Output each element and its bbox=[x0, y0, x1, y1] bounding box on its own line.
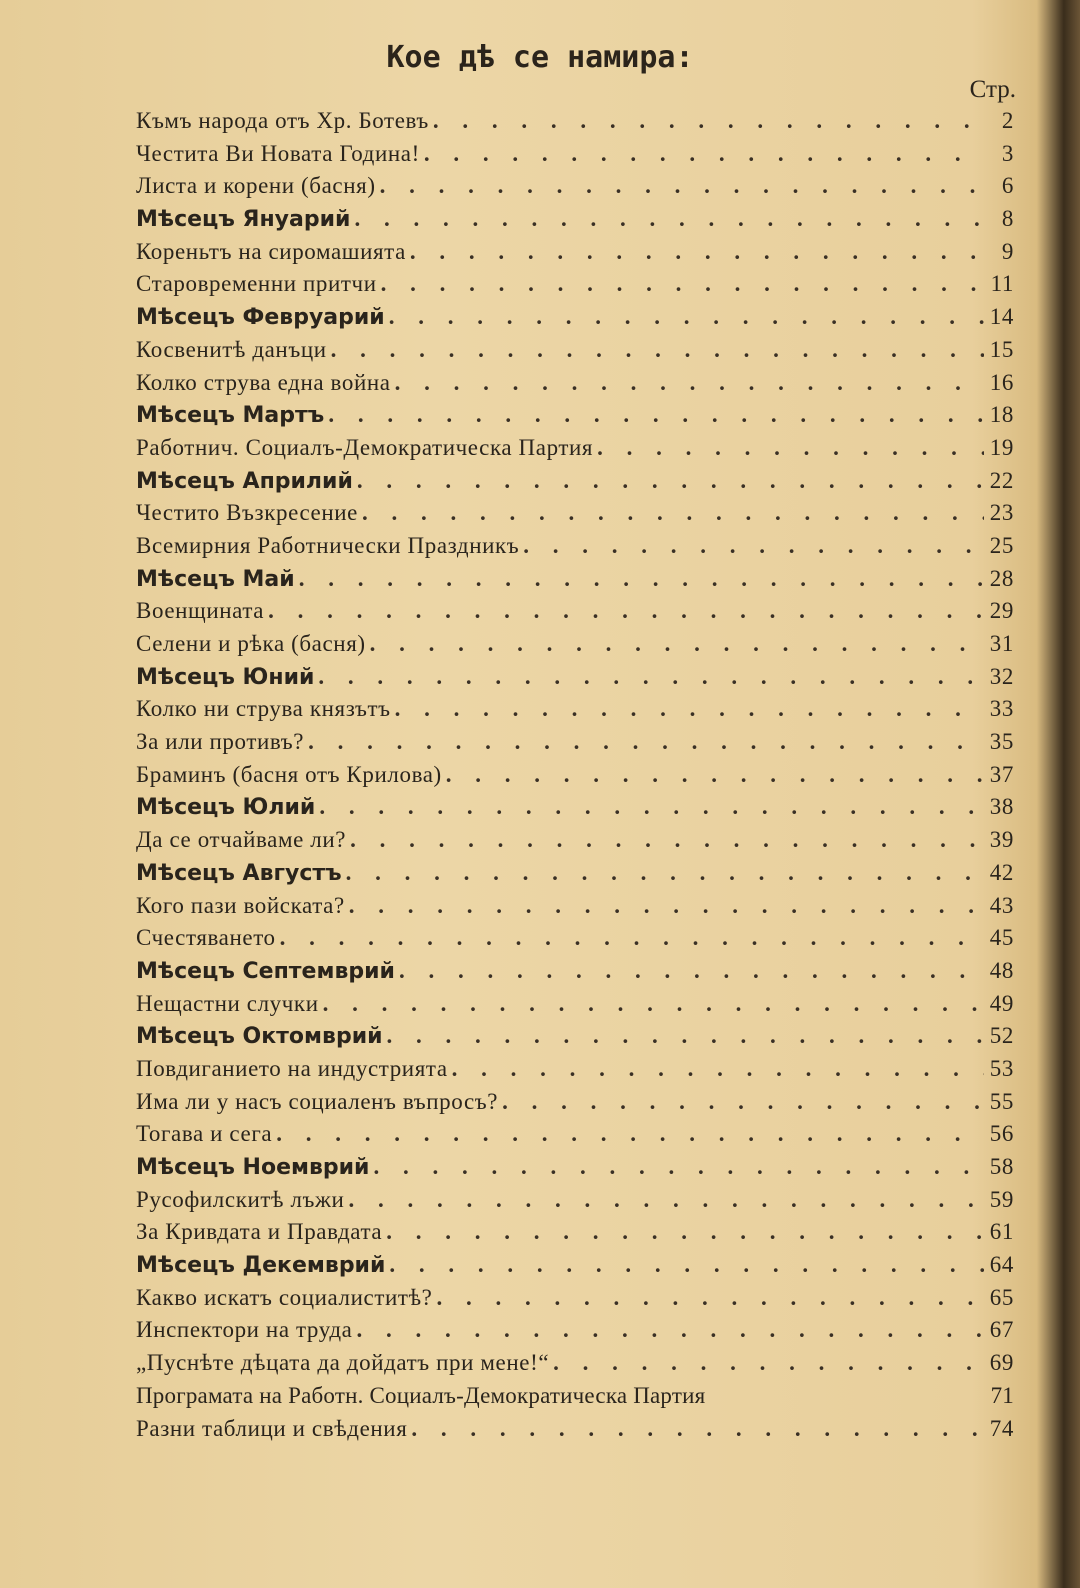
entry-page-number: 19 bbox=[989, 434, 1014, 460]
toc-entry bbox=[136, 1187, 1014, 1220]
toc-entry bbox=[136, 925, 1014, 958]
entry-title: Кого пази войската? bbox=[136, 892, 345, 918]
entry-title: Програмата на Работн. Социалъ-Демократическа Партия bbox=[136, 1382, 706, 1408]
entry-title: Мѣсецъ Юлий bbox=[136, 795, 316, 821]
entry-page-number: 14 bbox=[989, 304, 1014, 330]
dot-leader bbox=[370, 631, 984, 657]
toc-month-entry bbox=[136, 1023, 1014, 1056]
entry-page-number: 18 bbox=[989, 402, 1014, 428]
dot-leader bbox=[328, 402, 984, 428]
entry-title: Всемирния Работнически Праздникъ bbox=[136, 532, 520, 558]
entry-title: Военщината bbox=[136, 598, 265, 624]
dot-leader bbox=[362, 500, 984, 526]
toc-entry bbox=[136, 1056, 1014, 1089]
page-title: Кое дѣ се намира: bbox=[386, 40, 694, 75]
entry-title: Да се отчайваме ли? bbox=[136, 827, 347, 853]
entry-page-number: 39 bbox=[989, 827, 1014, 853]
entry-title: Разни таблици и свѣдения bbox=[136, 1415, 408, 1441]
dot-leader bbox=[381, 271, 984, 297]
toc-month-entry bbox=[136, 304, 1014, 337]
dot-leader bbox=[280, 925, 984, 951]
entry-page-number: 38 bbox=[989, 794, 1014, 820]
dot-leader bbox=[268, 598, 984, 624]
entry-page-number: 6 bbox=[1001, 173, 1014, 199]
entry-title: Браминъ (басня отъ Крилова) bbox=[136, 761, 442, 787]
entry-page-number: 33 bbox=[989, 696, 1014, 722]
toc-entry bbox=[136, 500, 1014, 533]
dot-leader bbox=[331, 337, 984, 363]
entry-title: Мѣсецъ Февруарий bbox=[136, 305, 385, 331]
dot-leader bbox=[553, 1350, 984, 1376]
toc-month-entry bbox=[136, 566, 1014, 599]
entry-page-number: 43 bbox=[989, 892, 1014, 918]
dot-leader bbox=[452, 1056, 984, 1082]
entry-title: Мѣсецъ Януарий bbox=[136, 207, 351, 233]
entry-page-number: 29 bbox=[989, 598, 1014, 624]
dot-leader bbox=[308, 729, 984, 755]
toc-entry bbox=[136, 239, 1014, 272]
toc-entry bbox=[136, 533, 1014, 566]
entry-page-number: 61 bbox=[989, 1219, 1014, 1245]
entry-title: Мѣсецъ Ноемврий bbox=[136, 1155, 370, 1180]
entry-page-number: 11 bbox=[990, 271, 1014, 297]
entry-title: Русофилскитѣ лъжи bbox=[136, 1186, 345, 1212]
dot-leader bbox=[299, 566, 984, 592]
toc-entry bbox=[136, 729, 1014, 762]
toc-entry bbox=[136, 1350, 1014, 1383]
entry-page-number: 25 bbox=[989, 532, 1014, 558]
entry-page-number: 59 bbox=[989, 1186, 1014, 1212]
entry-page-number: 42 bbox=[989, 859, 1014, 885]
entry-page-number: 55 bbox=[989, 1088, 1014, 1114]
toc-entry bbox=[136, 271, 1014, 304]
entry-title: Селени и рѣка (басня) bbox=[136, 631, 366, 656]
dot-leader bbox=[380, 173, 984, 199]
entry-page-number: 35 bbox=[989, 729, 1014, 755]
entry-title: За Кривдата и Правдата bbox=[136, 1219, 383, 1245]
entry-page-number: 22 bbox=[989, 467, 1014, 493]
dot-leader bbox=[349, 893, 984, 919]
entry-title: Тогава и сега bbox=[136, 1121, 273, 1147]
dot-leader bbox=[389, 304, 984, 330]
toc-entry bbox=[136, 1285, 1014, 1318]
dot-leader bbox=[386, 1219, 984, 1245]
entry-page-number: 52 bbox=[989, 1023, 1014, 1049]
entry-page-number: 37 bbox=[989, 761, 1014, 787]
dot-leader bbox=[523, 533, 984, 559]
entry-page-number: 23 bbox=[989, 500, 1014, 526]
entry-title: Счестяването bbox=[136, 925, 276, 951]
dot-leader bbox=[389, 1252, 984, 1278]
entry-page-number: 58 bbox=[989, 1154, 1014, 1179]
entry-title: Мѣсецъ Мартъ bbox=[136, 403, 325, 429]
entry-page-number: 15 bbox=[989, 336, 1014, 362]
entry-title: Какво искатъ социалиститѣ? bbox=[136, 1284, 433, 1310]
entry-title: Мѣсецъ Априлий bbox=[136, 468, 353, 494]
dot-leader bbox=[346, 860, 984, 886]
entry-title: Мѣсецъ Юний bbox=[136, 664, 315, 690]
toc-entry bbox=[136, 337, 1014, 370]
entry-page-number: 49 bbox=[989, 990, 1014, 1016]
entry-page-number: 71 bbox=[990, 1382, 1014, 1408]
dot-leader bbox=[348, 1187, 984, 1213]
dot-leader bbox=[354, 206, 984, 232]
dot-leader bbox=[276, 1121, 984, 1147]
entry-title: Листа и корени (басня) bbox=[136, 173, 376, 199]
entry-title: „Пуснѣте дѣцата да дойдатъ при мене!“ bbox=[136, 1350, 550, 1376]
dot-leader bbox=[424, 141, 984, 167]
dot-leader bbox=[436, 1285, 984, 1311]
entry-page-number: 2 bbox=[1001, 108, 1014, 133]
entry-page-number: 16 bbox=[989, 369, 1014, 395]
entry-title: Честито Възкресение bbox=[136, 500, 358, 526]
entry-page-number: 8 bbox=[1001, 206, 1014, 232]
dot-leader bbox=[446, 762, 984, 788]
dot-leader bbox=[433, 108, 984, 134]
entry-title: Нещастни случки bbox=[136, 990, 319, 1016]
toc-entry bbox=[136, 435, 1014, 468]
toc-entry bbox=[136, 827, 1014, 860]
entry-title: Има ли у насъ социаленъ въпросъ? bbox=[136, 1088, 499, 1114]
toc-entry bbox=[136, 173, 1014, 206]
toc-month-entry bbox=[136, 402, 1014, 435]
toc-month-entry bbox=[136, 468, 1014, 501]
dot-leader bbox=[395, 696, 984, 722]
toc-entry bbox=[136, 1317, 1014, 1350]
toc-entry bbox=[136, 991, 1014, 1024]
entry-title: Колко ни струва князътъ bbox=[136, 696, 391, 722]
dot-leader bbox=[387, 1023, 984, 1049]
toc-entry bbox=[136, 1416, 1014, 1449]
toc-month-entry bbox=[136, 794, 1014, 827]
toc-month-entry bbox=[136, 958, 1014, 991]
entry-page-number: 65 bbox=[989, 1284, 1014, 1310]
entry-title: За или противъ? bbox=[136, 729, 305, 755]
dot-leader bbox=[318, 664, 984, 690]
toc-entry bbox=[136, 1089, 1014, 1122]
entry-page-number: 9 bbox=[1001, 238, 1014, 264]
toc-entry bbox=[136, 762, 1014, 795]
toc-entry bbox=[136, 696, 1014, 729]
entry-page-number: 48 bbox=[989, 957, 1014, 983]
dot-leader bbox=[373, 1154, 984, 1180]
entry-page-number: 69 bbox=[989, 1350, 1014, 1376]
toc-entry bbox=[136, 1121, 1014, 1154]
dot-leader bbox=[395, 370, 984, 396]
toc-entry bbox=[136, 1383, 1014, 1416]
toc-entry bbox=[136, 370, 1014, 403]
entry-page-number: 28 bbox=[989, 565, 1014, 591]
entry-page-number: 53 bbox=[989, 1055, 1014, 1081]
entry-page-number: 32 bbox=[989, 663, 1014, 689]
toc-month-entry bbox=[136, 664, 1014, 697]
entry-title: Старовременни притчи bbox=[136, 271, 377, 297]
toc-month-entry bbox=[136, 1154, 1014, 1187]
entry-page-number: 64 bbox=[989, 1252, 1014, 1278]
entry-page-number: 74 bbox=[989, 1415, 1014, 1441]
entry-title: Мѣсецъ Октомврий bbox=[136, 1024, 383, 1050]
toc-entry bbox=[136, 598, 1014, 631]
entry-page-number: 56 bbox=[989, 1121, 1014, 1147]
dot-leader bbox=[356, 1317, 984, 1343]
page-column-header: Стр. bbox=[969, 76, 1016, 103]
toc-month-entry bbox=[136, 206, 1014, 239]
toc-entry bbox=[136, 108, 1014, 141]
toc-entry bbox=[136, 141, 1014, 174]
dot-leader bbox=[350, 827, 984, 853]
dot-leader bbox=[323, 991, 984, 1017]
toc-entry bbox=[136, 893, 1014, 926]
entry-page-number: 67 bbox=[989, 1317, 1014, 1343]
entry-title: Кореньтъ на сиромашията bbox=[136, 238, 406, 264]
entry-page-number: 45 bbox=[989, 925, 1014, 951]
entry-title: Косвенитѣ данъци bbox=[136, 336, 327, 362]
dot-leader bbox=[357, 468, 984, 494]
entry-title: Къмъ народа отъ Хр. Ботевъ bbox=[136, 108, 429, 133]
toc-entry bbox=[136, 631, 1014, 664]
toc-month-entry bbox=[136, 1252, 1014, 1285]
dot-leader bbox=[410, 239, 984, 265]
entry-title: Мѣсецъ Май bbox=[136, 566, 295, 592]
dot-leader bbox=[411, 1416, 984, 1442]
dot-leader bbox=[399, 958, 984, 984]
toc-entry bbox=[136, 1219, 1014, 1252]
entry-title: Мѣсецъ Септемврий bbox=[136, 958, 395, 984]
entry-page-number: 31 bbox=[989, 631, 1014, 656]
table-of-contents bbox=[136, 108, 1014, 1448]
entry-title: Колко струва една война bbox=[136, 369, 391, 395]
entry-title: Мѣсецъ Августъ bbox=[136, 860, 342, 886]
dot-leader bbox=[502, 1089, 984, 1115]
dot-leader bbox=[597, 435, 984, 461]
entry-title: Работнич. Социалъ-Демократическа Партия bbox=[136, 434, 594, 460]
entry-title: Повдиганието на индустрията bbox=[136, 1055, 448, 1081]
dot-leader bbox=[319, 794, 984, 820]
entry-title: Честита Ви Новата Година! bbox=[136, 140, 420, 166]
entry-page-number: 3 bbox=[1001, 140, 1014, 166]
toc-month-entry bbox=[136, 860, 1014, 893]
entry-title: Инспектори на труда bbox=[136, 1317, 353, 1343]
entry-title: Мѣсецъ Декемврий bbox=[136, 1253, 386, 1279]
